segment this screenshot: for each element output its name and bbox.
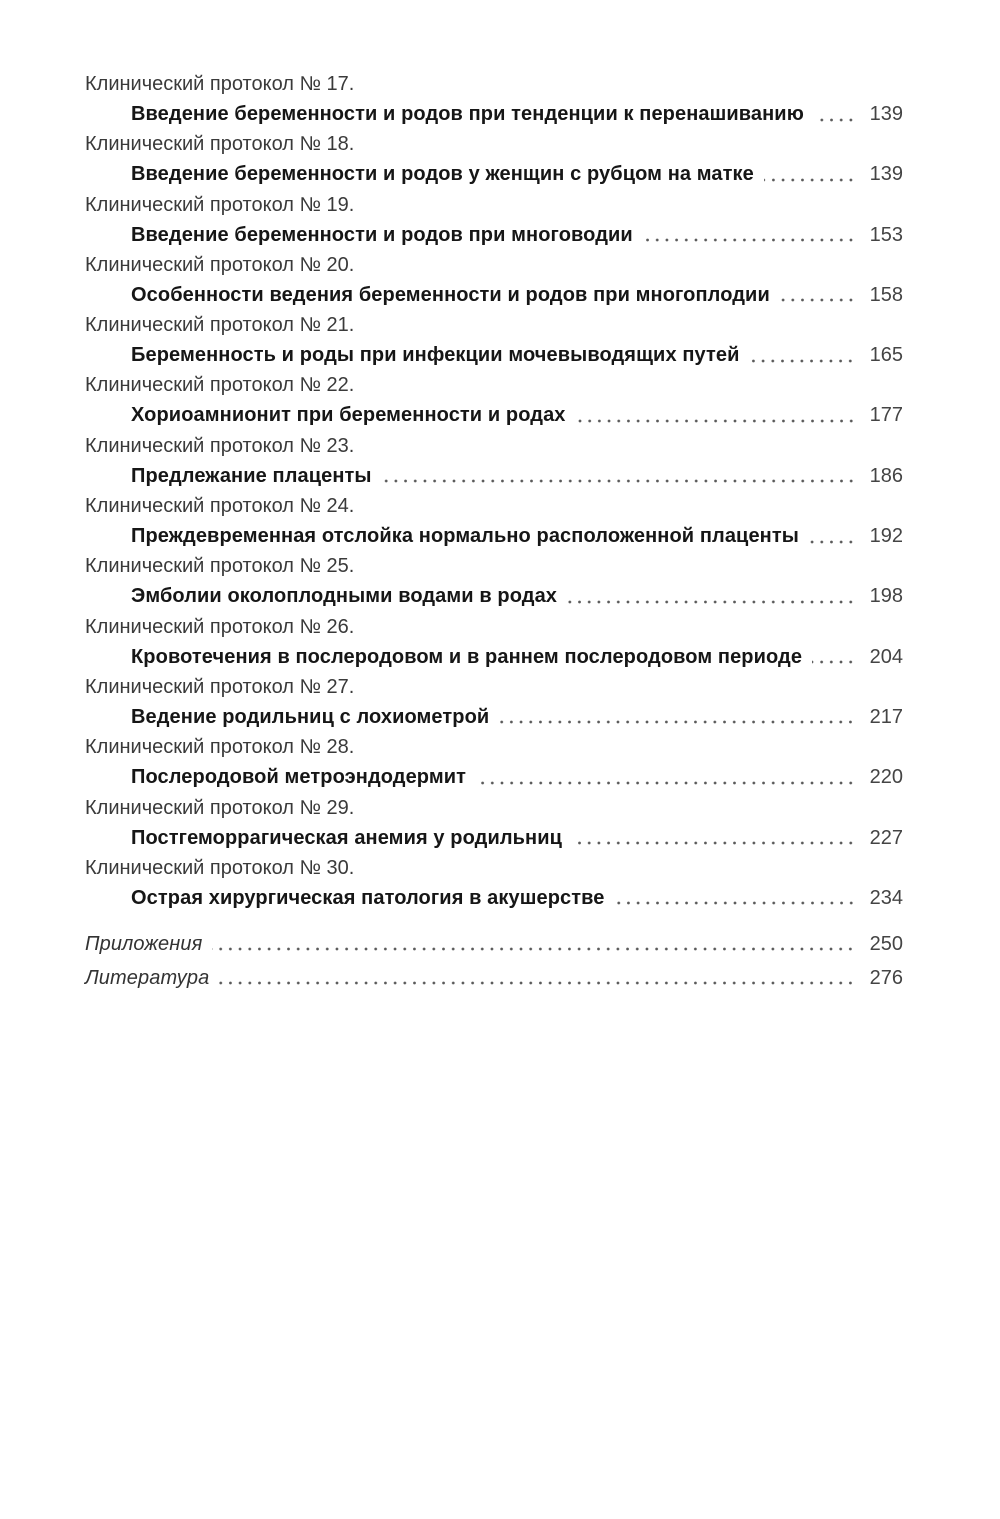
page-number: 217 <box>869 705 903 728</box>
page-number: 192 <box>869 525 903 548</box>
literature-title: Литература <box>85 966 210 989</box>
protocol-title: Эмболии околоплодными водами в родах <box>131 585 558 608</box>
table-of-contents <box>85 71 903 995</box>
protocol-title: Беременность и роды при инфекции мочевыводящих путей <box>131 344 740 367</box>
toc-title-row <box>85 97 903 131</box>
toc-entry <box>85 433 903 493</box>
dot-leader <box>643 218 856 252</box>
dot-leader <box>219 961 855 995</box>
toc-title-row <box>85 760 903 794</box>
dot-leader <box>780 278 856 312</box>
page-number: 158 <box>869 283 903 306</box>
dot-leader <box>476 760 856 794</box>
protocol-title: Особенности ведения беременности и родов при многоплодии <box>131 283 770 306</box>
page-number: 250 <box>869 932 903 955</box>
protocol-title: Введение беременности и родов при многоводии <box>131 223 633 246</box>
dot-leader <box>812 640 856 674</box>
toc-title-row <box>85 700 903 734</box>
toc-entry <box>85 312 903 372</box>
toc-entry <box>85 734 903 794</box>
toc-entry <box>85 372 903 432</box>
toc-entry <box>85 192 903 252</box>
toc-entry <box>85 553 903 613</box>
protocol-number: Клинический протокол № 28. <box>85 736 355 759</box>
toc-title-row <box>85 881 903 915</box>
toc-title-row <box>85 579 903 613</box>
protocol-title: Постгеморрагическая анемия у родильниц <box>131 826 563 849</box>
toc-entry <box>85 614 903 674</box>
protocol-title: Кровотечения в послеродовом и в раннем послеродовом периоде <box>131 645 803 668</box>
dot-leader <box>576 398 856 432</box>
dot-leader <box>382 459 856 493</box>
dot-leader <box>567 579 856 613</box>
protocol-number: Клинический протокол № 29. <box>85 796 355 819</box>
toc-title-row <box>85 640 903 674</box>
protocol-number: Клинический протокол № 17. <box>85 73 355 95</box>
page-number: 139 <box>869 103 903 125</box>
protocol-number: Клинический протокол № 26. <box>85 615 355 638</box>
dot-leader <box>809 519 856 553</box>
page-number: 177 <box>869 404 903 427</box>
protocol-number: Клинический протокол № 25. <box>85 555 355 578</box>
page-number: 234 <box>869 886 903 909</box>
protocol-title: Ведение родильниц с лохиометрой <box>131 705 490 728</box>
protocol-number: Клинический протокол № 20. <box>85 253 355 276</box>
protocol-number: Клинический протокол № 21. <box>85 314 355 337</box>
toc-title-row <box>85 398 903 432</box>
toc-entry <box>85 855 903 915</box>
protocol-number: Клинический протокол № 18. <box>85 133 355 156</box>
dot-leader <box>499 700 855 734</box>
protocol-title: Преждевременная отслойка нормально расположенной плаценты <box>131 525 799 548</box>
protocol-title: Предлежание плаценты <box>131 464 372 487</box>
protocol-number: Клинический протокол № 30. <box>85 856 355 879</box>
toc-entry <box>85 131 903 191</box>
protocol-number: Клинический протокол № 19. <box>85 193 355 216</box>
page-number: 153 <box>869 223 903 246</box>
protocol-number: Клинический протокол № 27. <box>85 675 355 698</box>
protocol-number: Клинический протокол № 23. <box>85 434 355 457</box>
dot-leader <box>212 927 855 961</box>
page-number: 186 <box>869 464 903 487</box>
page-number: 227 <box>869 826 903 849</box>
toc-title-row <box>85 519 903 553</box>
dot-leader <box>572 821 856 855</box>
protocol-title: Острая хирургическая патология в акушерстве <box>131 886 605 909</box>
page-number: 276 <box>869 966 903 989</box>
toc-entry <box>85 493 903 553</box>
toc-back-matter <box>85 927 903 995</box>
toc-title-row <box>85 278 903 312</box>
dot-leader <box>764 157 856 191</box>
page-number: 139 <box>869 163 903 186</box>
toc-title-row <box>85 338 903 372</box>
toc-entry <box>85 674 903 734</box>
toc-entry <box>85 252 903 312</box>
dot-leader <box>814 97 856 131</box>
page-number: 198 <box>869 585 903 608</box>
toc-title-row <box>85 218 903 252</box>
toc-title-row <box>85 459 903 493</box>
dot-leader <box>749 338 855 372</box>
protocol-number: Клинический протокол № 22. <box>85 374 355 397</box>
protocol-title: Введение беременности и родов у женщин с рубцом на матке <box>131 163 754 186</box>
appendix-title: Приложения <box>85 932 203 955</box>
protocol-number: Клинический протокол № 24. <box>85 495 355 518</box>
protocol-title: Хориоамнионит при беременности и родах <box>131 404 566 427</box>
page-number: 165 <box>869 344 903 367</box>
toc-entry <box>85 795 903 855</box>
toc-literature-row <box>85 961 903 995</box>
protocol-title: Послеродовой метроэндодермит <box>131 766 467 789</box>
protocol-title: Введение беременности и родов при тенденции к перенашиванию <box>131 103 804 125</box>
toc-entry <box>85 71 903 131</box>
toc-title-row <box>85 821 903 855</box>
page-number: 220 <box>869 766 903 789</box>
toc-appendix-row <box>85 927 903 961</box>
dot-leader <box>615 881 856 915</box>
page-number: 204 <box>869 645 903 668</box>
toc-title-row <box>85 157 903 191</box>
